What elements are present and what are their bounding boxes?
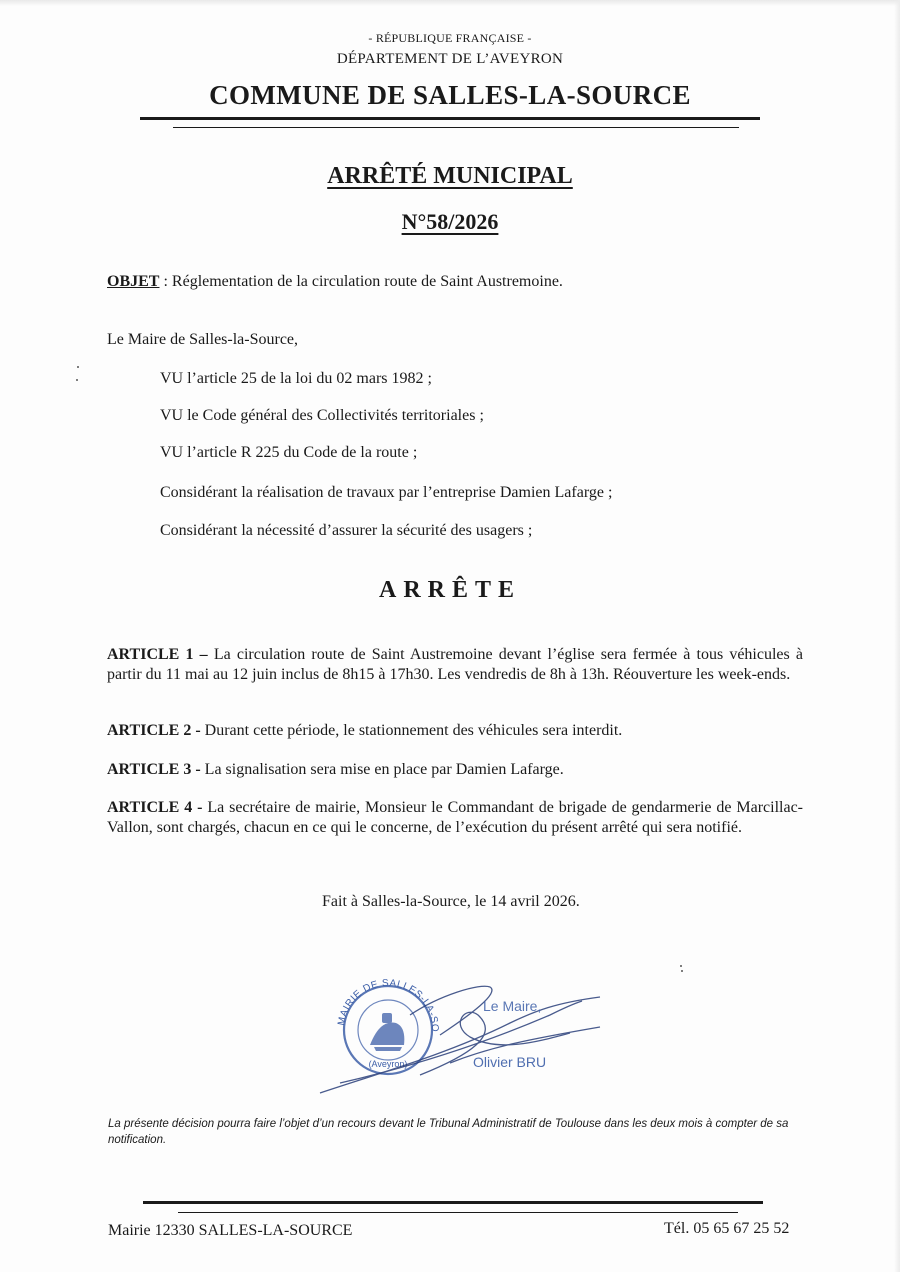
article-3 (107, 760, 803, 780)
arrete-title: ARRÊTÉ MUNICIPAL (327, 163, 573, 189)
seal-text: MAIRIE DE SALLES-LA-SO (336, 977, 441, 1033)
article-4 (107, 798, 803, 838)
scan-edge-top (0, 0, 900, 6)
article-label: ARTICLE 1 – (107, 646, 208, 663)
footer-phone: Tél. 05 65 67 25 52 (664, 1220, 790, 1237)
seal-emblem-icon (370, 1013, 404, 1051)
municipal-seal (300, 975, 440, 1074)
handwritten-signature (320, 986, 600, 1093)
signature-role: Le Maire, (483, 998, 542, 1014)
signature-name: Olivier BRU (473, 1054, 547, 1070)
considerant-line: VU l’article 25 de la loi du 02 mars 1982 ; (160, 370, 432, 387)
considerant-line: VU l’article R 225 du Code de la route ; (160, 444, 418, 461)
departement-line: DÉPARTEMENT DE L’AVEYRON (336, 51, 564, 67)
article-text: La signalisation sera mise en place par Damien Lafarge. (200, 761, 564, 778)
objet-text: : Réglementation de la circulation route de Saint Austremoine. (159, 273, 563, 290)
scan-speck (77, 366, 79, 368)
article-1 (107, 645, 803, 685)
signature-seal-graphic (300, 975, 620, 1095)
fait-line: Fait à Salles-la-Source, le 14 avril 2026. (322, 893, 580, 910)
article-text: Durant cette période, le stationnement des véhicules sera interdit. (200, 722, 623, 739)
article-2 (107, 721, 803, 741)
arrete-heading: ARRÊTE (378, 577, 522, 603)
recours-note: La présente décision pourra faire l’objet d’un recours devant le Tribunal Administratif de Toulouse dans les deux mois à compter de sa notification. (108, 1118, 789, 1146)
republique-line: - RÉPUBLIQUE FRANÇAISE - (368, 31, 532, 45)
article-label: ARTICLE 2 - (107, 722, 201, 739)
scan-speck (680, 965, 682, 967)
header-rule-thin (173, 127, 739, 128)
footer-rule-thin (178, 1212, 738, 1213)
scan-speck (681, 970, 683, 972)
scan-edge-right (894, 0, 900, 1272)
objet-label: OBJET (107, 273, 160, 290)
article-text: La circulation route de Saint Austremoine devant l’église sera fermée à tous véhicules à partir du 11 mai au 12 juin inclus de 8h15 à 17h30. Les vendredis de 8h à 13h. Réouverture les week-ends. (107, 646, 804, 683)
considerant-line: VU le Code général des Collectivités territoriales ; (160, 407, 484, 424)
article-text: La secrétaire de mairie, Monsieur le Commandant de brigade de gendarmerie de Marcillac-Vallon, sont chargés, chacun en ce qui le concerne, de l’exécution du présent arrêté qui sera notifié. (107, 799, 804, 836)
article-label: ARTICLE 3 - (107, 761, 201, 778)
considerant-line: Considérant la nécessité d’assurer la sécurité des usagers ; (160, 522, 533, 539)
footer-address: Mairie 12330 SALLES-LA-SOURCE (108, 1222, 353, 1239)
scan-speck (76, 379, 78, 381)
signature-block (300, 975, 620, 1095)
seal-bottom-text: (Aveyron) (368, 1059, 408, 1069)
header-rule-thick (140, 117, 760, 120)
footer-rule-thick (143, 1201, 763, 1204)
considerant-line: Considérant la réalisation de travaux par l’entreprise Damien Lafarge ; (160, 484, 613, 501)
arrete-number: N°58/2026 (401, 209, 499, 234)
maire-line: Le Maire de Salles-la-Source, (107, 331, 299, 348)
article-label: ARTICLE 4 - (107, 799, 203, 816)
commune-title: COMMUNE DE SALLES-LA-SOURCE (209, 80, 691, 110)
objet-line (107, 272, 563, 292)
